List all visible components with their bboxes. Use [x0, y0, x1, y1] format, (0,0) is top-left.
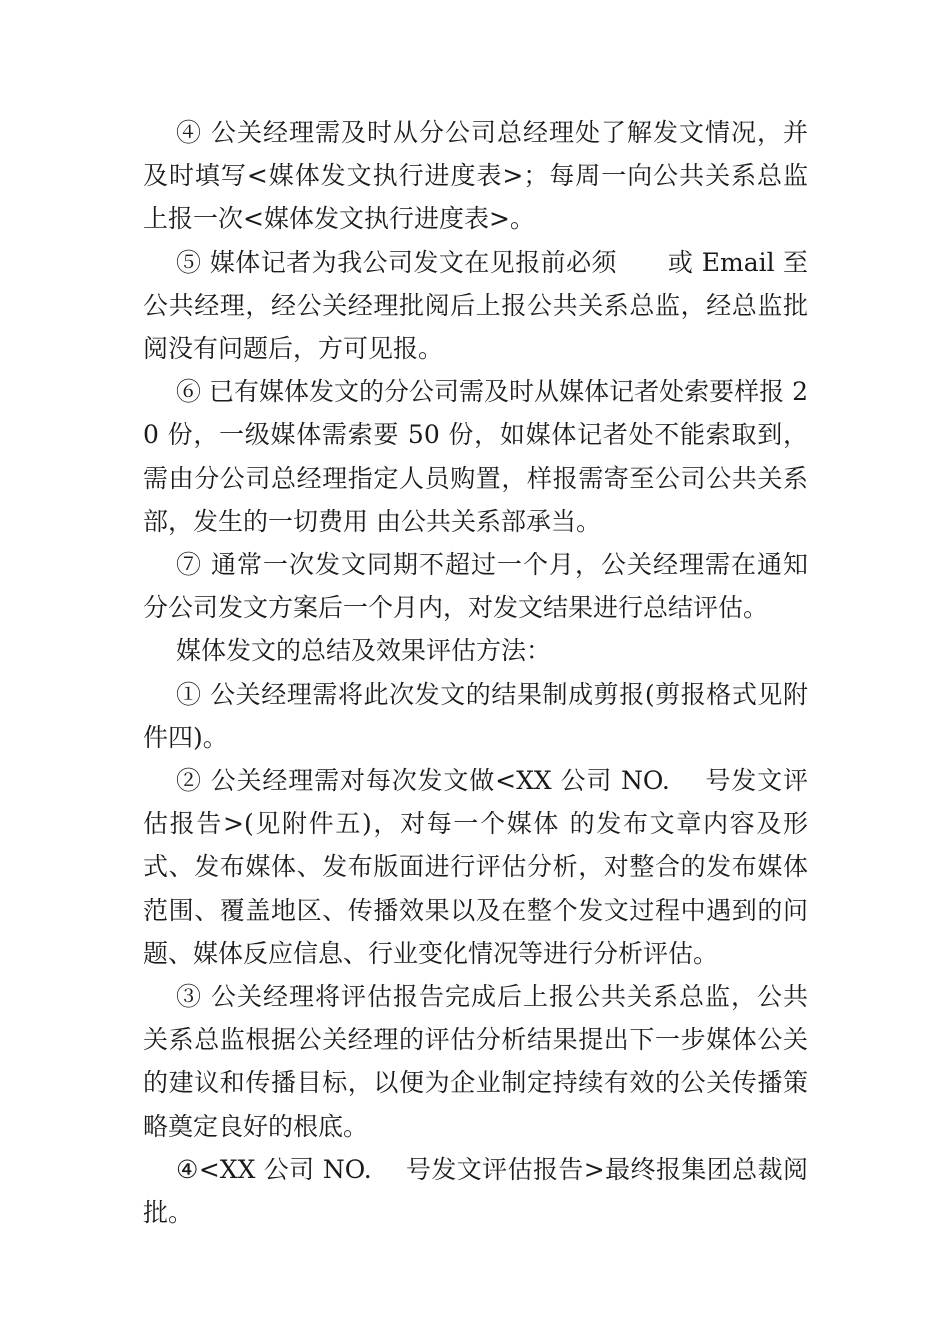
paragraph-eval-step-3-submit-report: ③ 公关经理将评估报告完成后上报公共关系总监，公共关系总监根据公关经理的评估分析结果提出下一步媒体公关的建议和传播目标，以便为企业制定持续有效的公关传播策略奠定良好的根底。	[143, 982, 808, 1141]
paragraph-eval-step-2-evaluation-report: ② 公关经理需对每次发文做<XX 公司 NO. 号发文评估报告>(见附件五)，对每一个媒体 的发布文章内容及形式、发布媒体、发布版面进行评估分析，对整合的发布媒体范围、覆盖地区、传播效果以及在整个发文过程中遇到的问题、媒体反应信息、行业变化情况等进行分析评估。	[143, 766, 808, 968]
paragraph-step-7-time-limit: ⑦ 通常一次发文同期不超过一个月，公关经理需在通知分公司发文方案后一个月内，对发文结果进行总结评估。	[143, 550, 808, 623]
document-body	[143, 111, 808, 1234]
paragraph-step-5-review-before-publish: ⑤ 媒体记者为我公司发文在见报前必须 或 Email 至公共经理，经公关经理批阅后上报公共关系总监，经总监批阅没有问题后，方可见报。	[143, 247, 808, 364]
paragraph-eval-step-1-clippings: ① 公关经理需将此次发文的结果制成剪报(剪报格式见附件四)。	[143, 679, 808, 752]
paragraph-step-6-sample-copies: ⑥ 已有媒体发文的分公司需及时从媒体记者处索要样报 20 份，一级媒体需索要 50 份，如媒体记者处不能索取到，需由分公司总经理指定人员购置，样报需寄至公司公共关系部，发生的一切费用 由公共关系部承当。	[143, 377, 808, 536]
paragraph-evaluation-heading: 媒体发文的总结及效果评估方法：	[176, 636, 552, 666]
paragraph-eval-step-4-final-approval: ④<XX 公司 NO. 号发文评估报告>最终报集团总裁阅批。	[143, 1154, 808, 1228]
paragraph-step-4-progress-report: ④ 公关经理需及时从分公司总经理处了解发文情况，并及时填写<媒体发文执行进度表>；每周一向公共关系总监上报一次<媒体发文执行进度表>。	[143, 118, 808, 234]
